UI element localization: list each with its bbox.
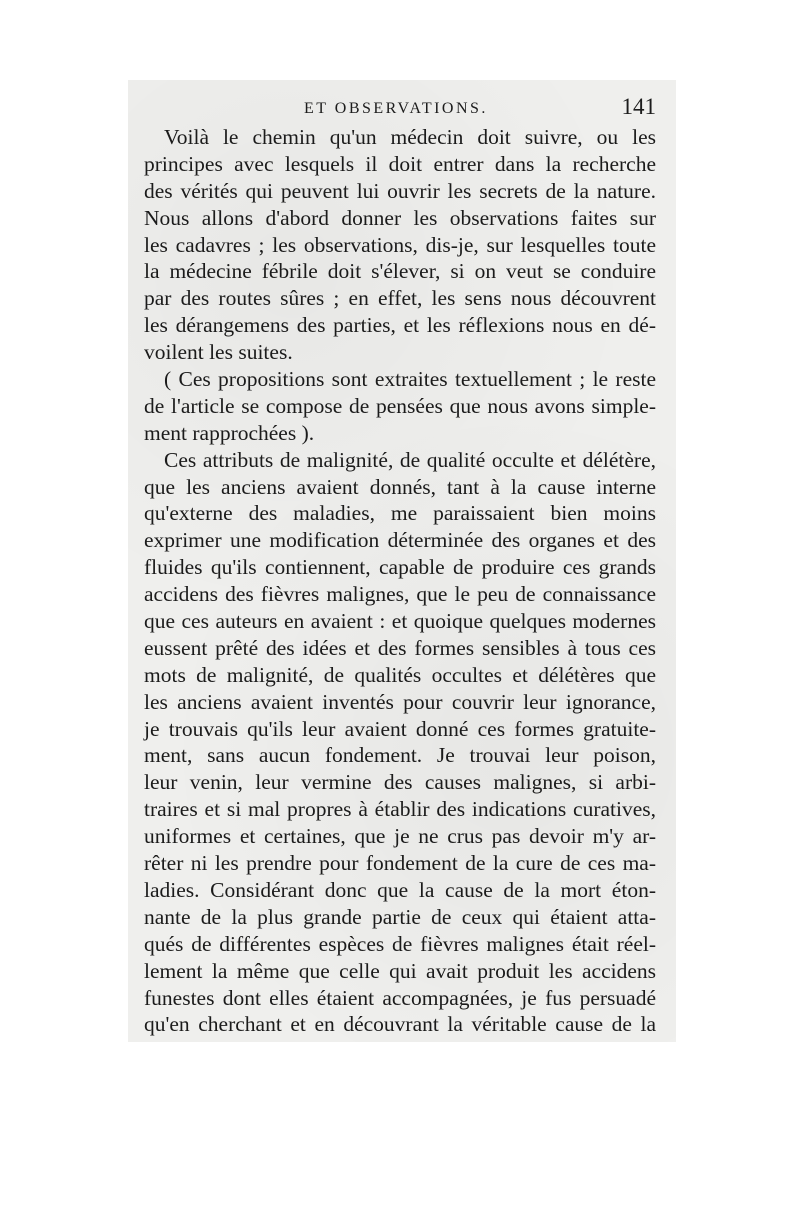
text-line: rêter ni les prendre pour fondement de la cure de ces ma- (144, 851, 656, 876)
paragraph (144, 124, 656, 366)
text-line: les cadavres ; les observations, dis-je, sur lesquelles toute (144, 232, 656, 257)
text-line: traires et si mal propres à établir des indications curatives, (144, 797, 656, 822)
text-line: voilent les suites. (144, 340, 293, 365)
text-line: eussent prêté des idées et des formes sensibles à tous ces (144, 635, 656, 660)
text-line: de l'article se compose de pensées que nous avons simple- (144, 393, 656, 418)
text-line: qués de différentes espèces de fièvres malignes était réel- (144, 931, 656, 956)
page-number: 141 (621, 94, 656, 119)
text-line: funestes dont elles étaient accompagnées, je fus persuadé (144, 985, 656, 1010)
text-line: des vérités qui peuvent lui ouvrir les secrets de la nature. (144, 178, 656, 203)
text-line: les anciens avaient inventés pour couvrir leur ignorance, (144, 689, 656, 714)
text-line: que les anciens avaient donnés, tant à la cause interne (144, 474, 656, 499)
text-line: ladies. Considérant donc que la cause de la mort éton- (144, 877, 656, 902)
text-line: les dérangemens des parties, et les réflexions nous en dé- (144, 313, 656, 338)
text-line: qu'en cherchant et en découvrant la véritable cause de la (144, 1012, 656, 1037)
text-line: accidens des fièvres malignes, que le peu de connaissance (144, 582, 656, 607)
text-line: la médecine fébrile doit s'élever, si on veut se conduire (144, 259, 656, 284)
text-line: Nous allons d'abord donner les observations faites sur (144, 205, 656, 230)
text-line: fluides qu'ils contiennent, capable de produire ces grands (144, 555, 656, 580)
text-line: je trouvais qu'ils leur avaient donné ces formes gratuite- (144, 716, 656, 741)
text-line: qu'externe des maladies, me paraissaient bien moins (144, 501, 656, 526)
running-title: ET OBSERVATIONS. (304, 100, 488, 117)
paragraph (144, 447, 656, 1039)
text-line: Ces attributs de malignité, de qualité occulte et délétère, (164, 447, 656, 472)
text-line: par des routes sûres ; en effet, les sens nous découvrent (144, 286, 656, 311)
text-line: Voilà le chemin qu'un médecin doit suivre, ou les (164, 125, 656, 149)
body-text (144, 124, 656, 1038)
text-line: mots de malignité, de qualités occultes et délétères que (144, 662, 656, 687)
text-line: uniformes et certaines, que je ne crus pas devoir m'y ar- (144, 824, 656, 849)
text-line: ment rapprochées ). (144, 420, 315, 445)
text-line: que ces auteurs en avaient : et quoique quelques modernes (144, 609, 656, 634)
text-line: ( Ces propositions sont extraites textuellement ; le reste (164, 367, 656, 392)
text-line: ment, sans aucun fondement. Je trouvai leur poison, (144, 743, 656, 768)
text-line: principes avec lesquels il doit entrer dans la recherche (144, 151, 656, 176)
text-line: nante de la plus grande partie de ceux qui étaient atta- (144, 904, 656, 929)
paragraph (144, 366, 656, 447)
running-head (128, 96, 656, 126)
text-line: exprimer une modification déterminée des organes et des (144, 528, 656, 553)
text-line: lement la même que celle qui avait produit les accidens (144, 958, 656, 983)
text-line: leur venin, leur vermine des causes malignes, si arbi- (144, 770, 656, 795)
